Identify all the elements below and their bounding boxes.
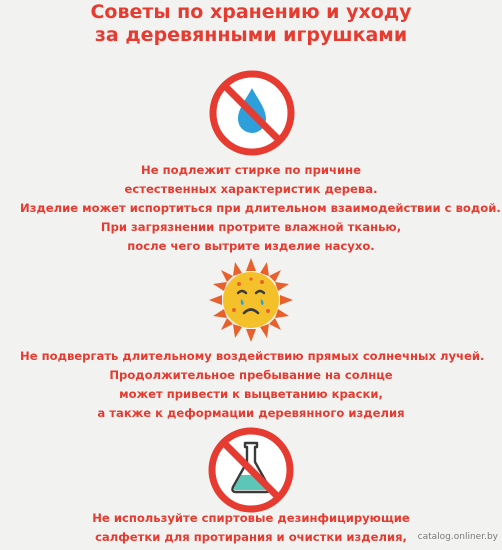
page-title-line-1: Советы по хранению и уходу: [90, 1, 412, 23]
washing-advice-text: Не подлежит стирке по причине естественных характеристик дерева. Изделие может испортиться при длительном взаимодействии с водой. При загрязнении протрите влажной тканью, после чего вытрите изделие насухо.: [20, 163, 501, 253]
sun-advice-text: Не подвергать длительному воздействию прямых солнечных лучей. Продолжительное пребывание на солнце может привести к выцветанию краски, а также к деформации деревянного изделия: [20, 349, 485, 420]
no-chemicals-icon: [206, 425, 296, 515]
sad-sun-icon: [206, 255, 296, 345]
watermark: catalog.onliner.by: [417, 532, 498, 542]
chemicals-advice-text: Не используйте спиртовые дезинфицирующие салфетки для протирания и очистки изделия,: [92, 511, 410, 544]
page-title-line-2: за деревянными игрушками: [94, 24, 408, 46]
no-washing-icon: [207, 68, 297, 158]
